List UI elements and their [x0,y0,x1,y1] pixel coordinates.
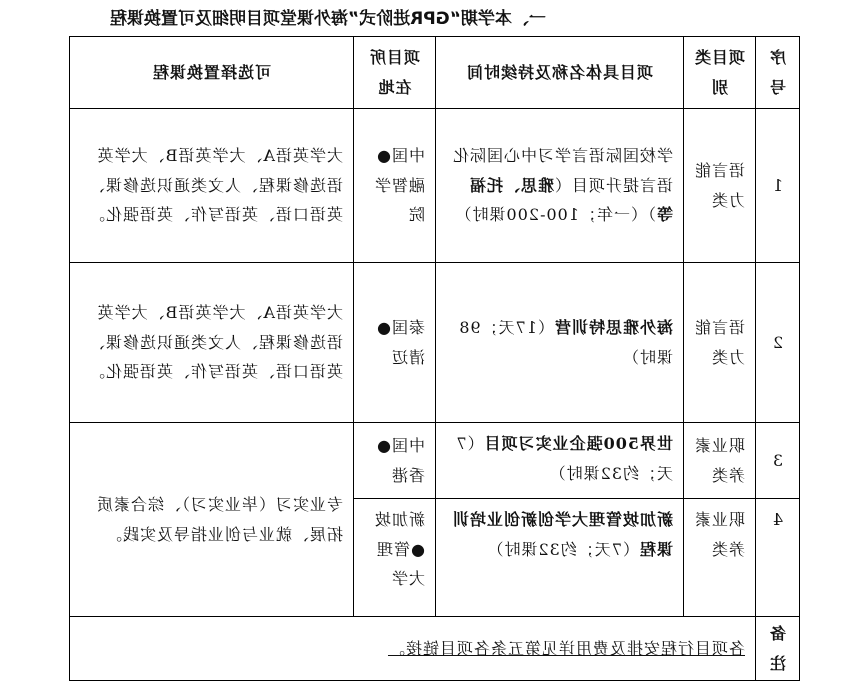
table-row [70,423,800,499]
section-heading: 一、本学期“GPR进阶式”海外课堂项目明细及可置换课程 [110,9,546,29]
name-tail: （7天；约32课时） [486,539,639,559]
table-row [70,109,800,263]
row-project-name [436,109,684,263]
header-category: 项目类别 [684,37,756,109]
row-no: 4 [756,499,800,617]
header-row [70,37,800,109]
name-tail: （7天；约32课时） [455,434,673,483]
row-category: 语言能力类 [684,109,756,263]
row-category: 语言能力类 [684,263,756,423]
header-name: 项目具体名称及持续时间 [436,37,684,109]
row-courses: 大学英语A、大学英语B、大学英语选修课程、人文类通识选修课、英语口语、英语写作、英语强化。 [70,263,354,423]
name-bold: 雅思、托福等 [468,175,673,225]
row-no: 3 [756,423,800,499]
name-bold: 海外雅思特训营 [553,318,673,338]
row-no: 2 [756,263,800,423]
row-project-name [436,499,684,617]
note-text: 各项目行程安排及费用详见第五条各项目链接。 [387,638,745,658]
row-project-name [436,423,684,499]
name-tail: ）（一年；100-200课时） [454,205,656,225]
note-cell [70,617,756,681]
row-courses: 大学英语A、大学英语B、大学英语选修课程、人文类通识选修课、英语口语、英语写作、英语强化。 [70,109,354,263]
name-bold: 新加坡管理大学创新创业培训课程 [451,510,673,559]
header-no: 序号 [756,37,800,109]
row-category: 职业素养类 [684,423,756,499]
header-location: 项目所在地 [354,37,436,109]
name-plain: 学校国际语言学习中心国际化语言提升项目（ [451,146,673,195]
row-category: 职业素养类 [684,499,756,617]
row-courses-shared: 专业实习（毕业实习）、综合素质拓展、就业与创业指导及实践。 [70,423,354,617]
row-location: 新加坡●管理大学 [354,499,436,617]
name-tail: （17天；98课时） [458,318,673,367]
note-label: 备注 [756,617,800,681]
row-location: 泰国●清迈 [354,263,436,423]
project-table [69,36,800,681]
row-project-name [436,263,684,423]
note-row [70,617,800,681]
row-location: 中国●融智学院 [354,109,436,263]
table-row [70,263,800,423]
row-location: 中国●香港 [354,423,436,499]
row-no: 1 [756,109,800,263]
name-bold: 世界500强企业实习项目 [483,434,673,454]
header-courses: 可选择置换课程 [70,37,354,109]
